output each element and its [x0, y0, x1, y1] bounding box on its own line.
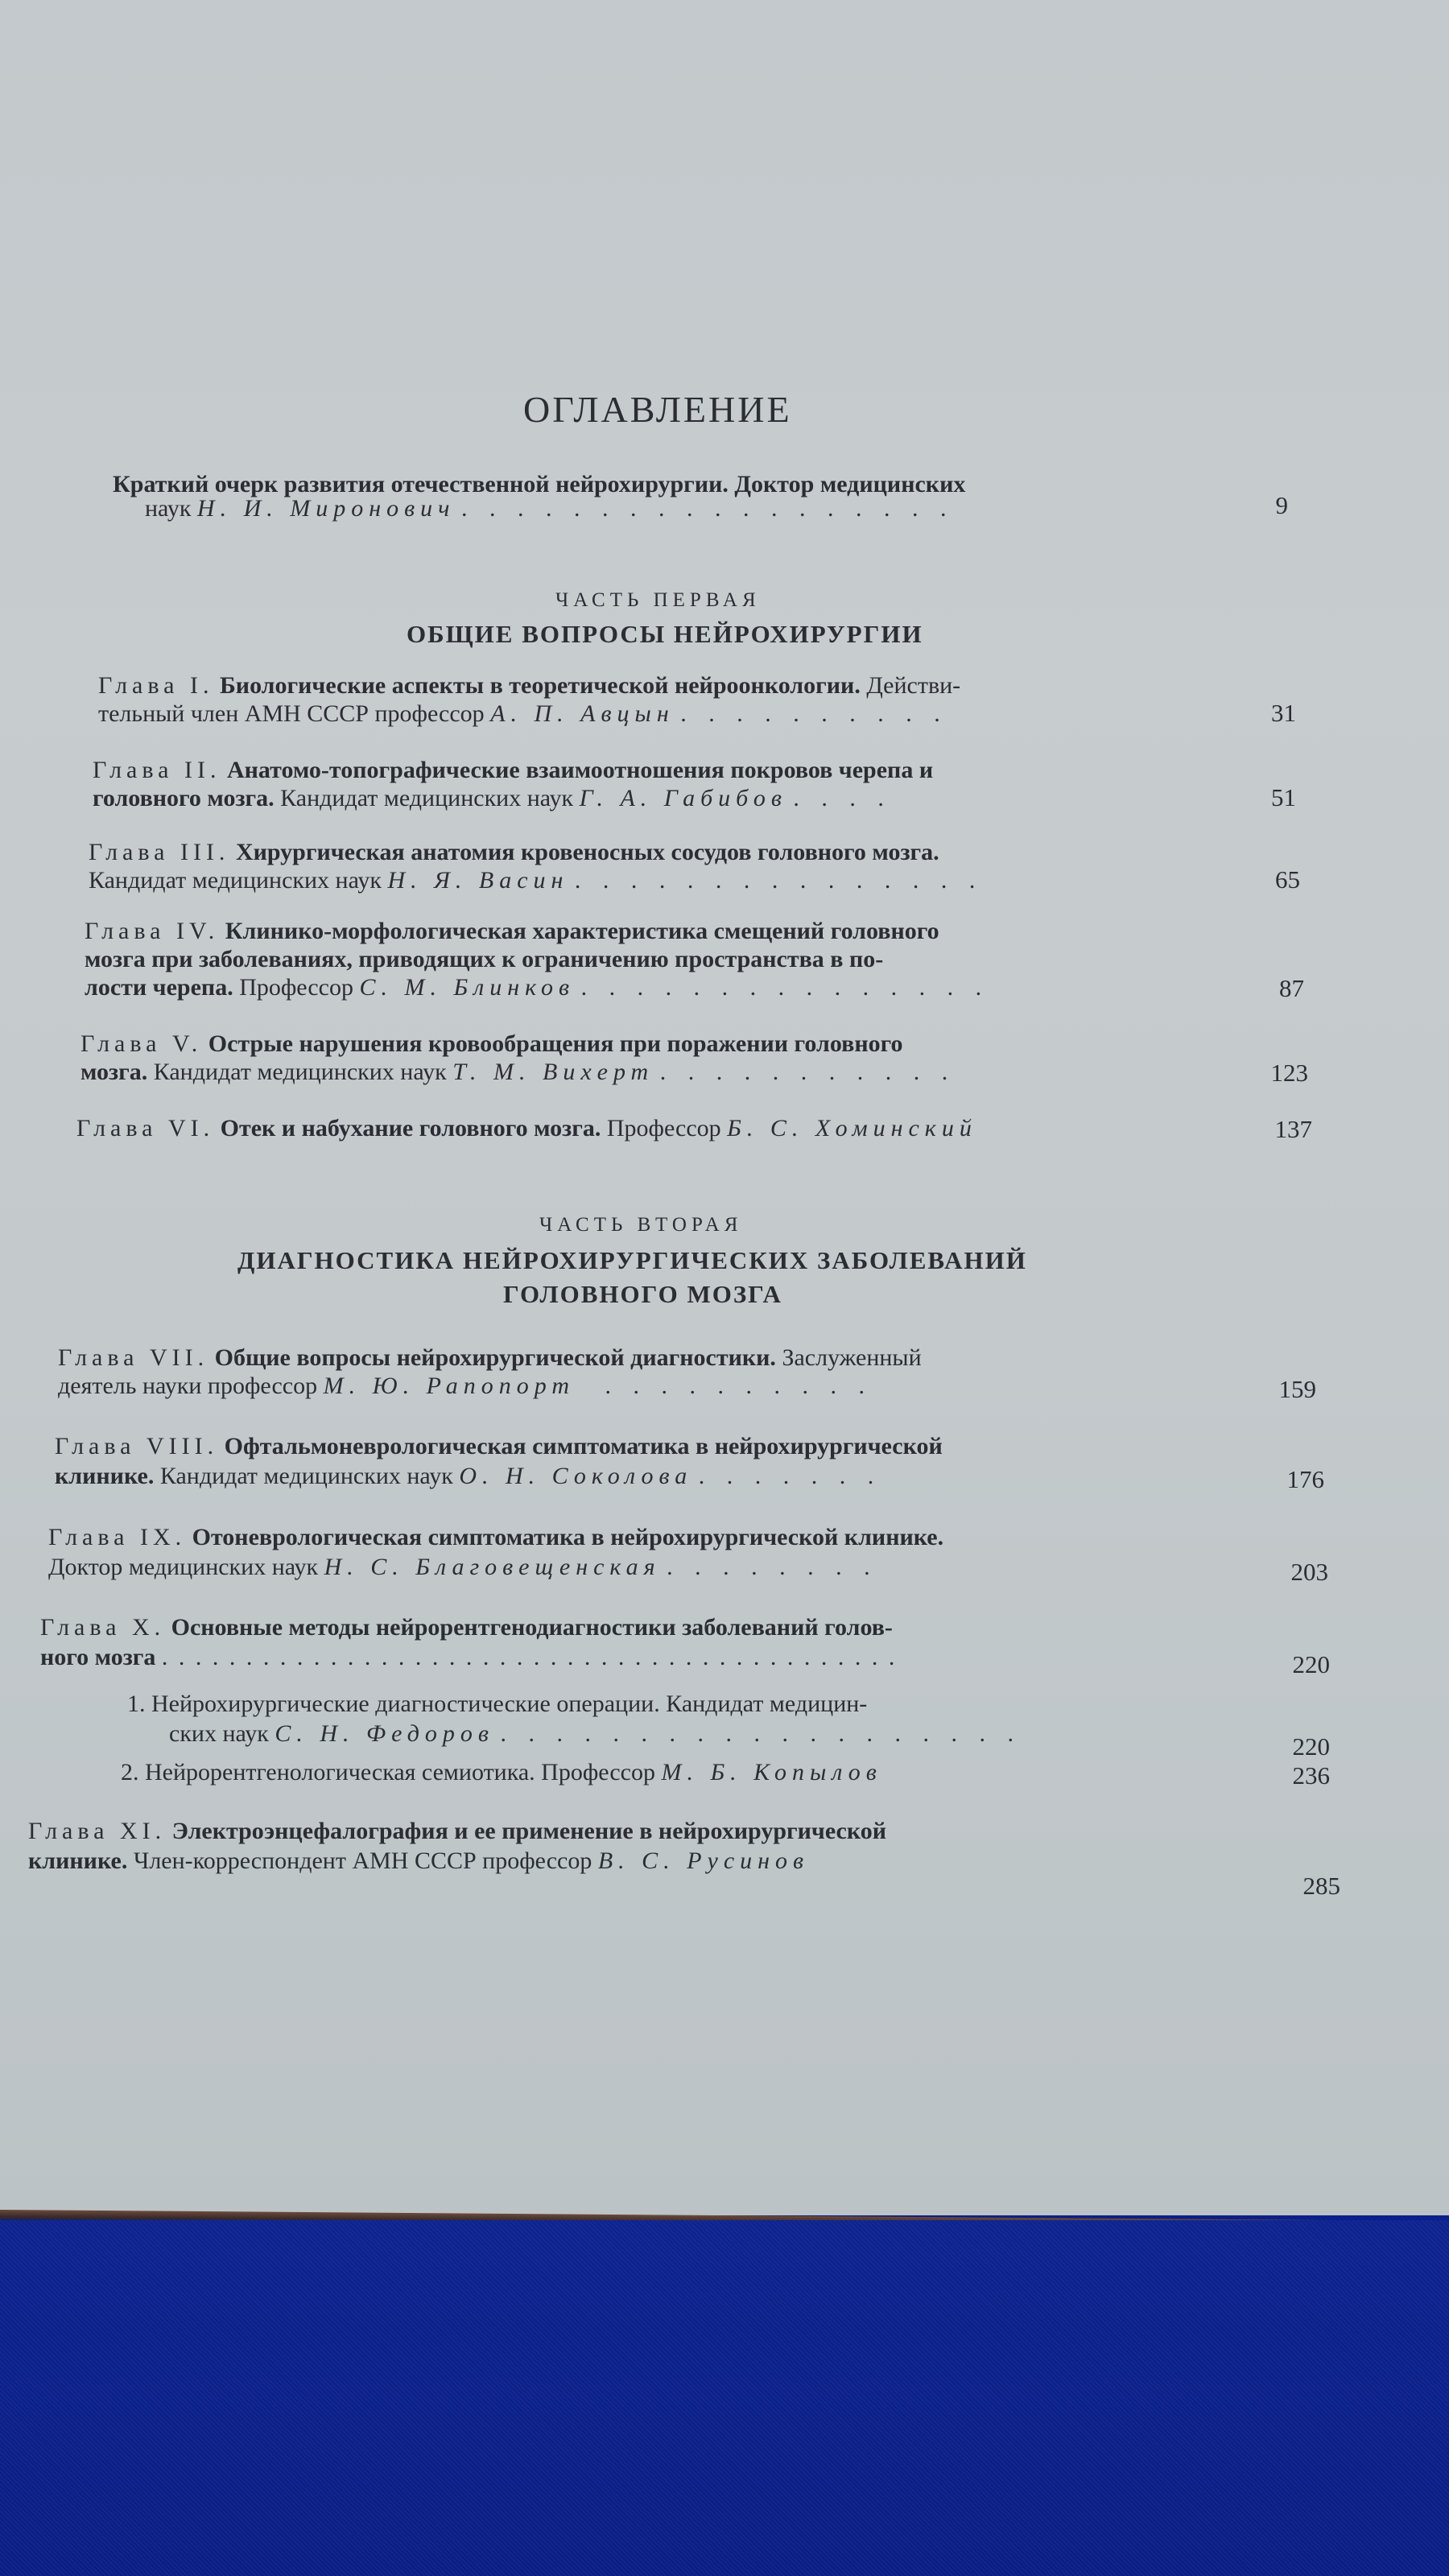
chapter-11-line-1: Глава XI. Электроэнцефалография и ее применение в нейрохирургической — [28, 1818, 886, 1844]
part1-label: ЧАСТЬ ПЕРВАЯ — [555, 589, 761, 611]
intro-line-2 — [145, 495, 954, 522]
intro-author: Н. И. Миронович — [196, 495, 456, 522]
chapter-11-line-2: клинике. Член-корреспондент АМН СССР профессор В. С. Русинов — [28, 1847, 810, 1874]
subsection-2-line-1: 2. Нейрорентгенологическая семиотика. Профессор М. Б. Копылов — [121, 1759, 882, 1785]
chapter-1-line-2: тельный член АМН СССР профессор А. П. Авцын . . . . . . . . . . — [98, 700, 948, 727]
chapter-3-page: 65 — [1275, 865, 1300, 894]
part2-title-line-1: ДИАГНОСТИКА НЕЙРОХИРУРГИЧЕСКИХ ЗАБОЛЕВАНИЙ — [237, 1246, 1027, 1274]
chapter-5-page: 123 — [1270, 1059, 1308, 1087]
chapter-8-page: 176 — [1286, 1465, 1324, 1493]
chapter-9-line-1: Глава IX. Отоневрологическая симптоматика в нейрохирургической клинике. — [48, 1524, 944, 1550]
chapter-5-line-2: мозга. Кандидат медицинских наук Т. М. Вихерт . . . . . . . . . . . — [80, 1059, 956, 1085]
chapter-8-line-2: клинике. Кандидат медицинских наук О. Н. Соколова . . . . . . . — [55, 1463, 882, 1489]
part2-label: ЧАСТЬ ВТОРАЯ — [539, 1214, 743, 1236]
intro-page: 9 — [1275, 491, 1288, 519]
chapter-1-page: 31 — [1271, 699, 1296, 727]
chapter-7-line-1: Глава VII. Общие вопросы нейрохирургической диагностики. Заслуженный — [58, 1344, 922, 1371]
chapter-4-line-3: лости черепа. Профессор С. М. Блинков . . . . . . . . . . . . . . . — [85, 974, 990, 1001]
chapter-title: Биологические аспекты в теоретической нейроонкологии. — [219, 672, 861, 699]
chapter-7-line-2: деятель науки профессор М. Ю. Рапопорт . . . . . . . . . . — [58, 1373, 873, 1399]
subsection-1-line-2: ских наук С. Н. Федоров . . . . . . . . . . . . . . . . . . . — [169, 1720, 1022, 1747]
chapter-2-line-2: головного мозга. Кандидат медицинских наук Г. А. Габибов . . . . — [93, 785, 892, 811]
chapter-prefix: Глава I. — [98, 672, 214, 699]
chapter-10-line-1: Глава X. Основные методы нейрорентгенодиагностики заболеваний голов- — [40, 1614, 893, 1641]
chapter-7-page: 159 — [1278, 1375, 1316, 1403]
chapter-11-page: 285 — [1302, 1872, 1340, 1900]
chapter-4-line-1: Глава IV. Клинико-морфологическая характеристика смещений головного — [85, 918, 939, 944]
chapter-5-line-1: Глава V. Острые нарушения кровообращения при поражении головного — [80, 1030, 903, 1057]
chapter-9-line-2: Доктор медицинских наук Н. С. Благовещенская . . . . . . . . — [48, 1554, 878, 1580]
chapter-9-page: 203 — [1290, 1558, 1328, 1586]
chapter-2-line-1: Глава II. Анатомо-топографические взаимоотношения покровов черепа и — [93, 757, 934, 783]
chapter-6-line-1: Глава VI. Отек и набухание головного мозга. Профессор Б. С. Хоминский — [76, 1115, 977, 1141]
chapter-3-line-1: Глава III. Хирургическая анатомия кровеносных сосудов головного мозга. — [89, 839, 939, 865]
subsection-2-page: 236 — [1292, 1761, 1330, 1790]
chapter-10-page: 220 — [1292, 1650, 1330, 1678]
chapter-1-line-1: Глава I. Биологические аспекты в теоретической нейроонкологии. Действи- — [98, 672, 961, 699]
page-title: ОГЛАВЛЕНИЕ — [523, 389, 792, 430]
chapter-8-line-1: Глава VIII. Офтальмоневрологическая симптоматика в нейрохирургической — [55, 1433, 943, 1459]
part1-title: ОБЩИЕ ВОПРОСЫ НЕЙРОХИРУРГИИ — [407, 620, 923, 648]
intro-prefix: наук — [145, 495, 192, 522]
blue-cloth-background — [0, 2220, 1449, 2576]
chapter-4-line-2: мозга при заболеваниях, приводящих к ограничению пространства в по- — [85, 946, 884, 972]
intro-line-1: Краткий очерк развития отечественной нейрохирургии. Доктор медицинских — [113, 471, 966, 497]
chapter-author: А. П. Авцын — [490, 700, 675, 727]
chapter-2-page: 51 — [1271, 783, 1296, 811]
chapter-10-line-2: ного мозга . . . . . . . . . . . . . . . . . . . . . . . . . . . . . . . . . . . . . . . . . . . . — [40, 1644, 898, 1670]
part2-title-line-2: ГОЛОВНОГО МОЗГА — [503, 1280, 782, 1308]
chapter-4-page: 87 — [1279, 974, 1304, 1002]
subsection-1-page: 220 — [1292, 1732, 1330, 1761]
intro-dots: . . . . . . . . . . . . . . . . . . — [460, 495, 955, 522]
subsection-1-line-1: 1. Нейрохирургические диагностические операции. Кандидат медицин- — [127, 1690, 868, 1717]
chapter-3-line-2: Кандидат медицинских наук Н. Я. Васин . . . . . . . . . . . . . . . — [89, 867, 984, 894]
chapter-6-page: 137 — [1274, 1115, 1312, 1143]
